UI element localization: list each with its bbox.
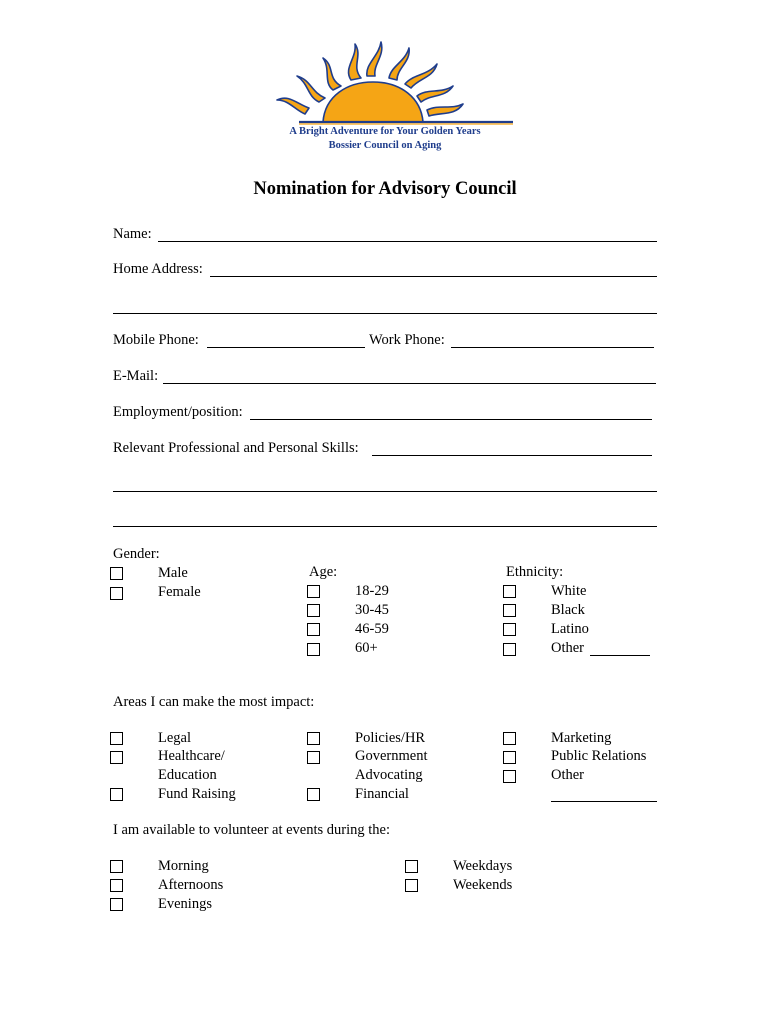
day-weekdays-checkbox[interactable] (405, 860, 418, 873)
tagline: A Bright Adventure for Your Golden Years (289, 126, 481, 137)
sun-logo-icon (255, 38, 515, 130)
age-46-59-checkbox[interactable] (307, 623, 320, 636)
impact-option-government: Government (355, 748, 428, 764)
impact-financial-checkbox[interactable] (307, 788, 320, 801)
impact-public-relations-checkbox[interactable] (503, 751, 516, 764)
age-option-18-29: 18-29 (355, 583, 389, 599)
organization-name: Bossier Council on Aging (328, 140, 442, 151)
time-option-evenings: Evenings (158, 896, 212, 912)
day-weekends-checkbox[interactable] (405, 879, 418, 892)
ethnicity-option-latino: Latino (551, 621, 589, 637)
name-field[interactable] (158, 241, 657, 242)
time-afternoons-checkbox[interactable] (110, 879, 123, 892)
age-option-30-45: 30-45 (355, 602, 389, 618)
work-phone-field[interactable] (451, 347, 654, 348)
age-option-46-59: 46-59 (355, 621, 389, 637)
time-morning-checkbox[interactable] (110, 860, 123, 873)
impact-option-fund-raising: Fund Raising (158, 786, 236, 802)
impact-option-legal: Legal (158, 730, 192, 746)
gender-female-checkbox[interactable] (110, 587, 123, 600)
impact-option-other: Other (551, 767, 585, 783)
gender-option-male: Male (158, 565, 188, 581)
skills-field-line-2[interactable] (113, 491, 657, 492)
gender-option-female: Female (158, 584, 201, 600)
home-address-field-line-2[interactable] (113, 313, 657, 314)
impact-option-marketing: Marketing (551, 730, 612, 746)
ethnicity-option-black: Black (551, 602, 585, 618)
ethnicity-other-field[interactable] (590, 655, 650, 656)
impact-option-policies-hr: Policies/HR (355, 730, 426, 746)
age-18-29-checkbox[interactable] (307, 585, 320, 598)
impact-other-field[interactable] (551, 801, 657, 802)
gender-label: Gender: (113, 546, 160, 562)
time-option-morning: Morning (158, 858, 209, 874)
ethnicity-option-white: White (551, 583, 587, 599)
impact-label: Areas I can make the most impact: (113, 694, 315, 710)
day-option-weekdays: Weekdays (453, 858, 513, 874)
home-address-label: Home Address: (113, 261, 203, 277)
age-60-plus-checkbox[interactable] (307, 643, 320, 656)
ethnicity-other-checkbox[interactable] (503, 643, 516, 656)
impact-marketing-checkbox[interactable] (503, 732, 516, 745)
impact-option-healthcare: Healthcare/ (158, 748, 225, 764)
age-label: Age: (309, 564, 338, 580)
skills-label: Relevant Professional and Personal Skills: (113, 440, 359, 456)
mobile-phone-label: Mobile Phone: (113, 332, 199, 348)
availability-label: I am available to volunteer at events during the: (113, 822, 391, 838)
impact-fund-raising-checkbox[interactable] (110, 788, 123, 801)
impact-policies-hr-checkbox[interactable] (307, 732, 320, 745)
name-label: Name: (113, 226, 152, 242)
email-label: E-Mail: (113, 368, 159, 384)
skills-field-line-3[interactable] (113, 526, 657, 527)
impact-government-checkbox[interactable] (307, 751, 320, 764)
home-address-field[interactable] (210, 276, 657, 277)
form-title: Nomination for Advisory Council (253, 179, 517, 199)
skills-field[interactable] (372, 455, 652, 456)
email-field[interactable] (163, 383, 656, 384)
ethnicity-option-other: Other (551, 640, 585, 656)
ethnicity-latino-checkbox[interactable] (503, 623, 516, 636)
age-option-60-plus: 60+ (355, 640, 378, 656)
impact-option-financial: Financial (355, 786, 409, 802)
impact-healthcare-checkbox[interactable] (110, 751, 123, 764)
employment-field[interactable] (250, 419, 652, 420)
work-phone-label: Work Phone: (369, 332, 445, 348)
day-option-weekends: Weekends (453, 877, 513, 893)
ethnicity-black-checkbox[interactable] (503, 604, 516, 617)
time-evenings-checkbox[interactable] (110, 898, 123, 911)
mobile-phone-field[interactable] (207, 347, 365, 348)
impact-option-education: Education (158, 767, 217, 783)
employment-label: Employment/position: (113, 404, 243, 420)
gender-male-checkbox[interactable] (110, 567, 123, 580)
age-30-45-checkbox[interactable] (307, 604, 320, 617)
impact-legal-checkbox[interactable] (110, 732, 123, 745)
time-option-afternoons: Afternoons (158, 877, 224, 893)
ethnicity-white-checkbox[interactable] (503, 585, 516, 598)
impact-option-advocating: Advocating (355, 767, 423, 783)
impact-other-checkbox[interactable] (503, 770, 516, 783)
ethnicity-label: Ethnicity: (506, 564, 564, 580)
impact-option-public-relations: Public Relations (551, 748, 647, 764)
